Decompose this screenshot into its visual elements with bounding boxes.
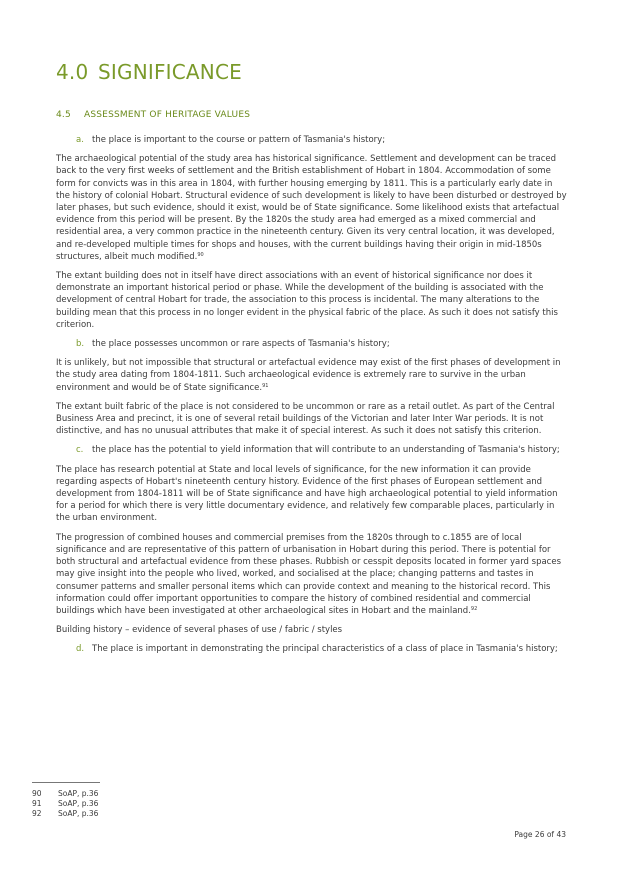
paragraph: The extant building does not in itself have direct associations with an event of historical significance nor does it demonstrate an important historical period or phase. While the development of the building is associated with the development of central Hobart for trade, the association to this process is incidental. The many alterations to the building mean that this process in no longer evident in the physical fabric of the place. As such it does not satisfy this criterion. <box>56 271 558 330</box>
footnote-number: 90 <box>32 789 42 798</box>
criterion-text: The place is important in demonstrating the principal characteristics of a class of place in Tasmania's history; <box>92 644 558 655</box>
subsection-heading <box>56 110 250 120</box>
paragraph: The extant built fabric of the place is not considered to be uncommon or rare as a retail outlet. As part of the Central Business Area and precinct, it is one of several retail buildings of the Victorian and later Inter War periods. It is not distinctive, and has no unusual attributes that make it of special interest. As such it does not satisfy this criterion. <box>56 401 555 437</box>
criterion-label: b. <box>76 339 85 350</box>
footnote-number: 91 <box>32 799 42 808</box>
footnote-ref: 91 <box>262 382 269 389</box>
footnote-text: SoAP, p.36 <box>58 799 99 808</box>
subsection-number: 4.5 <box>56 110 71 120</box>
criterion-b <box>56 338 568 350</box>
criterion-text: the place has the potential to yield information that will contribute to an understanding of Tasmania's history; <box>92 445 560 456</box>
footnote-text: SoAP, p.36 <box>58 789 99 798</box>
footnote <box>32 809 100 819</box>
footnote-divider <box>32 782 100 783</box>
footnote-number: 92 <box>32 809 42 818</box>
paragraph: The place has research potential at State and local levels of significance, for the new information it can provide regarding aspects of Hobart's nineteenth century history. Evidence of the first phases of European settlement and development from 1804-1811 will be of State significance and have high archaeological potential to yield information for a period for which there is very little documentary evidence, and relatively few comparable places, particularly in the urban environment. <box>56 464 558 524</box>
footnote-ref: 90 <box>197 251 204 258</box>
section-heading <box>56 60 242 84</box>
footnote-text: SoAP, p.36 <box>58 809 99 818</box>
body-content <box>56 134 568 663</box>
criterion-c <box>56 444 568 456</box>
paragraph: Building history – evidence of several phases of use / fabric / styles <box>56 625 343 636</box>
paragraph: The progression of combined houses and commercial premises from the 1820s through to c.1855 are of local significance and are representative of this pattern of urbanisation in Hobart during this period. There is potential for both structural and artefactual evidence from these phases. Rubbish or cesspit deposits located in former yard spaces may give insight into the people who lived, worked, and socialised at the place; changing patterns and tastes in consumer patterns and smaller personal items which can provide context and meaning to the historical record. This information could offer important opportunities to compare the history of combined residential and commercial buildings which have been investigated at other archaeological sites in Hobart and the mainland.$^{92}$ <box>56 532 562 616</box>
criterion-text: the place possesses uncommon or rare aspects of Tasmania's history; <box>92 339 390 350</box>
section-title: SIGNIFICANCE <box>98 60 242 84</box>
page-number: Page 26 of 43 <box>514 830 566 839</box>
paragraph: It is unlikely, but not impossible that structural or artefactual evidence may exist of the first phases of development in the study area dating from 1804-1811. Such archaeological evidence is extremely rare to survive in the urban environment and would be of State significance.$^{91}$ <box>56 358 561 393</box>
criterion-label: a. <box>76 135 84 145</box>
criterion-a <box>56 134 568 146</box>
footnotes <box>32 782 100 819</box>
criterion-d <box>56 643 568 655</box>
section-number: 4.0 <box>56 60 89 84</box>
footnote <box>32 789 100 799</box>
criterion-label: c. <box>76 445 84 456</box>
subsection-title: ASSESSMENT OF HERITAGE VALUES <box>84 110 251 120</box>
criterion-text: the place is important to the course or pattern of Tasmania's history; <box>92 135 386 145</box>
footnote <box>32 799 100 809</box>
paragraph: The archaeological potential of the study area has historical significance. Settlement and development can be traced back to the very first weeks of settlement and the British establishment of Hobart in 1804. Accommodation of some form for convicts was in this area in 1804, with further housing emerging by 1811. This is a particularly early date in the history of colonial Hobart. Structural evidence of such development is likely to have been disturbed or destroyed by later phases, but such evidence, should it exist, would be of State significance. Some likelihood exists that artefactual evidence from this period will be present. By the 1820s the study area had emerged as a mixed commercial and residential area, a very common practice in the nineteenth century. Given its very central location, it was developed, and re-developed multiple times for shops and houses, with the current buildings having their origin in mid-1850s structures, albeit much modified.$^{90}$ <box>56 154 567 262</box>
footnote-ref: 92 <box>470 605 478 612</box>
criterion-label: d. <box>76 644 85 655</box>
